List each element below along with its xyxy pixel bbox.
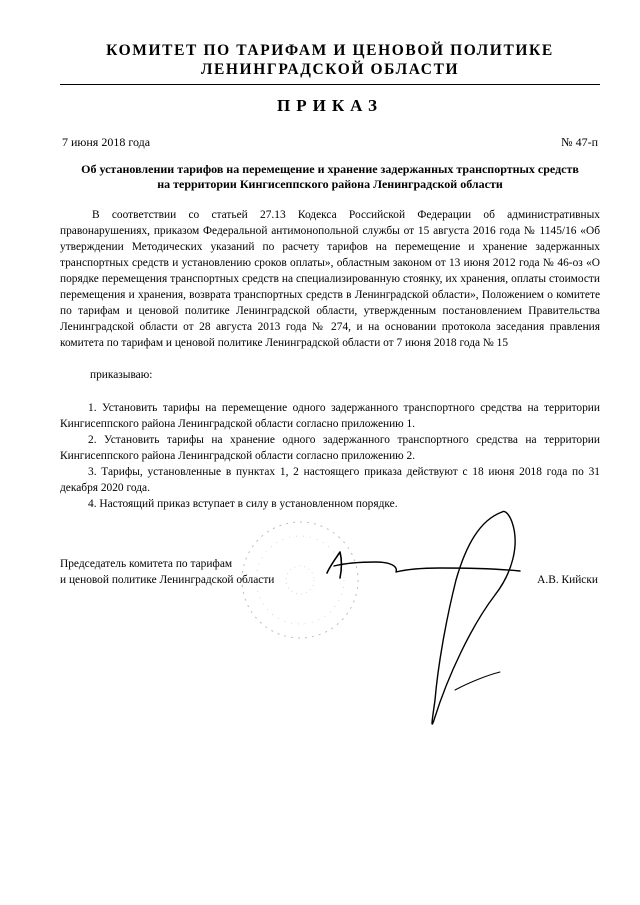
order-item: 3. Тарифы, установленные в пунктах 1, 2 настоящего приказа действуют с 18 июня 2018 года по 31 декабря 2020 года. (60, 466, 600, 494)
position-line1: Председатель комитета по тарифам (60, 558, 233, 570)
order-item: 1. Установить тарифы на перемещение одного задержанного транспортного средства на территории Кингисеппского района Ленинградской области согласно приложению 1. (60, 402, 600, 430)
subject-line2: на территории Кингисеппского района Ленинградской области (157, 177, 503, 191)
order-number: № 47-п (561, 135, 598, 149)
order-item: 4. Настоящий приказ вступает в силу в установленном порядке. (88, 498, 398, 510)
order-word: приказываю: (90, 369, 153, 381)
header-divider (60, 84, 600, 85)
order-subject (60, 162, 600, 192)
order-items-list (60, 400, 600, 512)
subject-line1: Об установлении тарифов на перемещение и хранение задержанных транспортных средств (81, 162, 579, 176)
org-name-line2: ЛЕНИНГРАДСКОЙ ОБЛАСТИ (200, 61, 460, 78)
org-name-line1: КОМИТЕТ ПО ТАРИФАМ И ЦЕНОВОЙ ПОЛИТИКЕ (106, 42, 554, 59)
order-item: 2. Установить тарифы на хранение одного задержанного транспортного средства на территории Кингисеппского района Ленинградской области согласно приложению 2. (60, 434, 600, 462)
signatory-position (60, 557, 274, 588)
doc-type-title: ПРИКАЗ (277, 96, 383, 115)
order-date: 7 июня 2018 года (62, 135, 151, 149)
preamble-paragraph: В соответствии со статьей 27.13 Кодекса Российской Федерации об административных правонарушениях, приказом Федеральной антимонопольной службы от 15 августа 2016 года № 1145/16 «Об утверждении Методических указаний по расчету тарифов на перемещение и хранение задержанных транспортных средств и установлению сроков оплаты», областным законом от 13 июня 2012 года № 46-оз «О порядке перемещения транспортных средств на специализированную стоянку, их хранения, оплаты стоимости перемещения и хранения, возврата транспортных средств в Ленинградской области», Положением о комитете по тарифам и ценовой политике Ленинградской области, утвержденным постановлением Правительства Ленинградской области от 28 августа 2013 года № 274, и на основании протокола заседания правления комитета по тарифам и ценовой политике Ленинградской области от 7 июня 2018 года № 15 (60, 209, 600, 349)
position-line2: и ценовой политике Ленинградской области (60, 573, 275, 586)
signatory-name: А.В. Кийски (537, 574, 598, 586)
